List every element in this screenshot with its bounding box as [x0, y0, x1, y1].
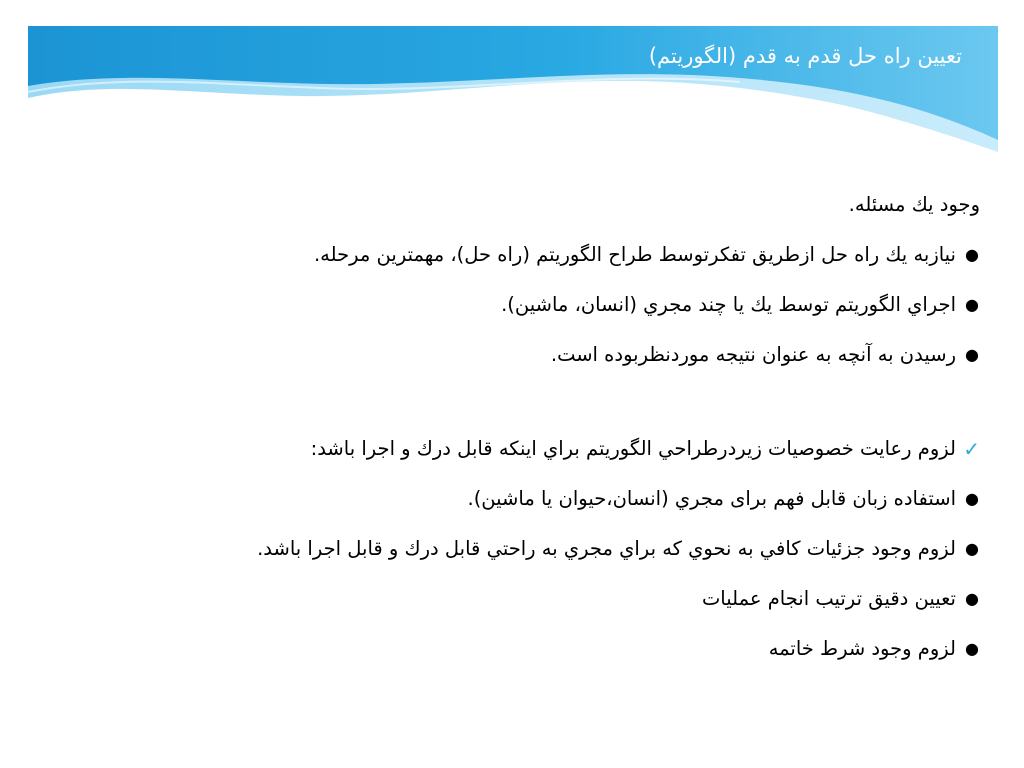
list-item	[40, 524, 980, 574]
slide-body	[40, 180, 980, 674]
section-1-heading-text: وجود يك مسئله.	[848, 193, 980, 216]
list-item-text: تعيين دقيق ترتيب انجام عمليات	[701, 587, 956, 610]
list-item	[40, 330, 980, 380]
bullet-icon: ●	[965, 489, 979, 508]
list-item-text: لزوم وجود شرط خاتمه	[768, 637, 956, 660]
bullet-icon: ●	[965, 639, 979, 658]
bullet-icon: ●	[965, 295, 979, 314]
list-item-text: رسيدن به آنچه به عنوان نتيجه موردنظربوده است.	[550, 343, 956, 366]
section-2-heading-text: لزوم رعايت خصوصيات زيردرطراحي الگوريتم براي اينكه قابل درك و اجرا باشد:	[310, 437, 956, 460]
list-item-text: استفاده زبان قابل فهم برای مجري (انسان،حيوان يا ماشين).	[467, 487, 956, 510]
list-item-text: لزوم وجود جزئيات كافي به نحوي كه براي مجري به راحتي قابل درك و قابل اجرا باشد.	[257, 537, 956, 560]
bullet-icon: ●	[965, 589, 979, 608]
list-item	[40, 280, 980, 330]
list-item	[40, 230, 980, 280]
bullet-icon: ●	[965, 345, 979, 364]
checkmark-icon: ✓	[963, 437, 980, 461]
list-item	[40, 574, 980, 624]
header-wave-banner	[0, 0, 1024, 160]
bullet-icon: ●	[965, 245, 979, 264]
bullet-icon: ●	[965, 539, 979, 558]
list-item-text: نيازبه يك راه حل ازطريق تفكرتوسط طراح الگوريتم (راه حل)، مهمترين مرحله.	[313, 243, 956, 266]
list-item-text: اجراي الگوريتم توسط يك يا چند مجري (انسان، ماشين).	[501, 293, 956, 316]
section-1-heading	[40, 180, 980, 230]
list-item	[40, 624, 980, 674]
slide-title: تعیین راه حل قدم به قدم (الگوريتم)	[648, 44, 962, 68]
section-spacer	[40, 380, 980, 424]
section-2-heading	[40, 424, 980, 474]
list-item	[40, 474, 980, 524]
